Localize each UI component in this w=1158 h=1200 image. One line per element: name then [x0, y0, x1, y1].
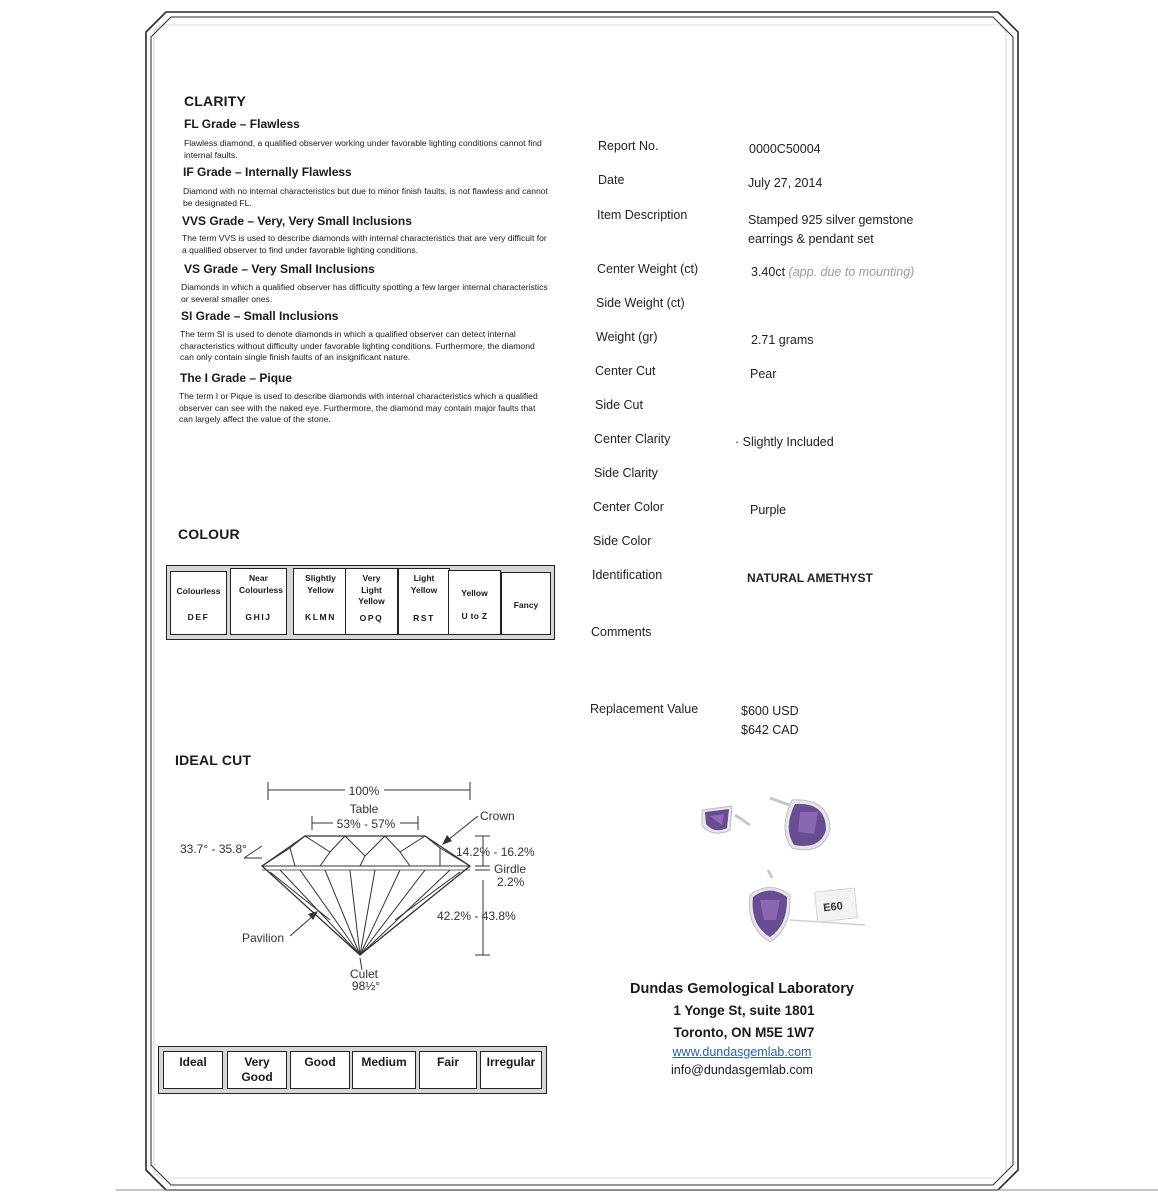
cut-girdle-label: Girdle — [494, 862, 527, 876]
lab-name: Dundas Gemological Laboratory — [630, 981, 854, 997]
cut-table-label: Table — [349, 802, 379, 816]
grade-vs-title: VS Grade – Very Small Inclusions — [184, 262, 375, 276]
replacement-value-label: Replacement Value — [590, 702, 699, 716]
center-color-label: Center Color — [593, 500, 664, 514]
colour-cell-yellow: Yellow U to Z — [448, 570, 501, 635]
cut-culet-label: Culet — [349, 967, 379, 981]
cut-crown-label: Crown — [480, 809, 515, 823]
grade-fl-desc: Flawless diamond, a qualified observer working under favorable lighting conditions cannot find internal faults. — [184, 138, 542, 160]
replacement-cad: $642 CAD — [741, 723, 799, 737]
lab-website-link[interactable]: www.dundasgemlab.com — [672, 1045, 812, 1059]
colour-cell-near-colourless: Near Colourless GHIJ — [230, 568, 287, 635]
item-description-label: Item Description — [597, 208, 688, 222]
jewelry-photo — [680, 770, 880, 955]
cut-grade-ideal: Ideal — [163, 1051, 223, 1089]
center-clarity-label: Center Clarity — [594, 432, 671, 446]
colour-cell-fancy: Fancy — [501, 572, 551, 635]
center-cut-value: Pear — [750, 367, 777, 381]
cut-crown-angle: 33.7° - 35.8° — [180, 842, 247, 856]
identification-value: NATURAL AMETHYST — [747, 571, 873, 585]
center-weight-value: 3.40ct (app. due to mounting) — [751, 265, 915, 279]
report-no-label: Report No. — [598, 139, 659, 153]
grade-if-desc: Diamond with no internal characteristics but due to minor finish faults, is not flawless and cannot be designated FL. — [183, 186, 548, 208]
grade-vvs-desc: The term VVS is used to describe diamonds with internal characteristics that are very difficult for a qualified observer to find under favorable lighting conditions. — [182, 233, 547, 255]
photo-tag-label: E60 — [822, 900, 844, 915]
colour-cell-light-yellow: Light Yellow RST — [398, 568, 450, 635]
cut-grade-medium: Medium — [352, 1051, 416, 1089]
cut-pavilion-depth: 42.2% - 43.8% — [437, 909, 516, 923]
earring-left-icon — [702, 806, 750, 833]
replacement-usd: $600 USD — [741, 704, 799, 718]
earring-right-icon — [770, 798, 830, 850]
colour-cell-colourless: Colourless DEF — [170, 571, 227, 635]
report-no-value: 0000C50004 — [749, 142, 821, 156]
cut-grade-fair: Fair — [419, 1051, 477, 1089]
grade-if-title: IF Grade – Internally Flawless — [183, 165, 352, 179]
cut-grade-scale — [158, 1046, 547, 1094]
center-weight-label: Center Weight (ct) — [597, 262, 699, 276]
grade-si-desc: The term SI is used to denote diamonds in which a qualified observer can detect internal characteristics without difficulty under favorable lighting conditions. Furthermore, the diamond can only contain single finish faults of an insignificant nature. — [180, 329, 535, 362]
clarity-heading: CLARITY — [184, 93, 247, 109]
pendant-icon — [749, 870, 865, 942]
lab-email-link[interactable]: info@dundasgemlab.com — [671, 1063, 813, 1077]
cut-grade-good: Good — [290, 1051, 350, 1089]
side-color-label: Side Color — [593, 534, 652, 548]
cut-culet-value: 98½° — [351, 979, 381, 993]
date-value: July 27, 2014 — [748, 176, 823, 190]
center-clarity-value: · Slightly Included — [735, 435, 834, 449]
grade-i-title: The I Grade – Pique — [180, 371, 293, 385]
cut-grade-very-good: Very Good — [227, 1051, 287, 1089]
lab-address2: Toronto, ON M5E 1W7 — [673, 1025, 815, 1040]
identification-label: Identification — [592, 568, 663, 582]
side-cut-label: Side Cut — [595, 398, 643, 412]
weight-gr-value: 2.71 grams — [751, 333, 814, 347]
cut-crown-height: 14.2% - 16.2% — [456, 845, 535, 859]
cut-pavilion-label: Pavilion — [242, 931, 285, 945]
cut-grade-irregular: Irregular — [480, 1051, 542, 1089]
ideal-cut-heading: IDEAL CUT — [175, 752, 252, 768]
cut-girdle-value: 2.2% — [497, 875, 525, 889]
grade-i-desc: The term I or Pique is used to describe diamonds with internal characteristics which a qualified observer can see with the naked eye. Furthermore, the diamond may contain major faults that can largely affect the value of the stone. — [179, 391, 538, 424]
grade-si-title: SI Grade – Small Inclusions — [181, 309, 339, 323]
colour-cell-very-light-yellow: Very Light Yellow OPQ — [345, 568, 398, 635]
item-description-value: Stamped 925 silver gemstone earrings & pendant set — [748, 213, 914, 246]
grade-fl-title: FL Grade – Flawless — [184, 117, 300, 131]
colour-heading: COLOUR — [178, 526, 240, 542]
center-cut-label: Center Cut — [595, 364, 656, 378]
cut-width-label: 100% — [348, 784, 380, 798]
comments-label: Comments — [591, 625, 652, 639]
lab-address1: 1 Yonge St, suite 1801 — [673, 1003, 815, 1018]
side-clarity-label: Side Clarity — [594, 466, 658, 480]
cut-table-range: 53% - 57% — [336, 817, 396, 831]
center-color-value: Purple — [750, 503, 787, 517]
weight-gr-label: Weight (gr) — [596, 330, 658, 344]
grade-vvs-title: VVS Grade – Very, Very Small Inclusions — [182, 214, 412, 228]
center-weight-note: (app. due to mounting) — [788, 265, 915, 279]
side-weight-label: Side Weight (ct) — [596, 296, 685, 310]
date-label: Date — [598, 173, 625, 187]
colour-cell-slightly-yellow: Slightly Yellow KLMN — [293, 568, 348, 635]
grade-vs-desc: Diamonds in which a qualified observer has difficulty spotting a few larger internal characteristics or several smaller ones. — [181, 282, 548, 304]
